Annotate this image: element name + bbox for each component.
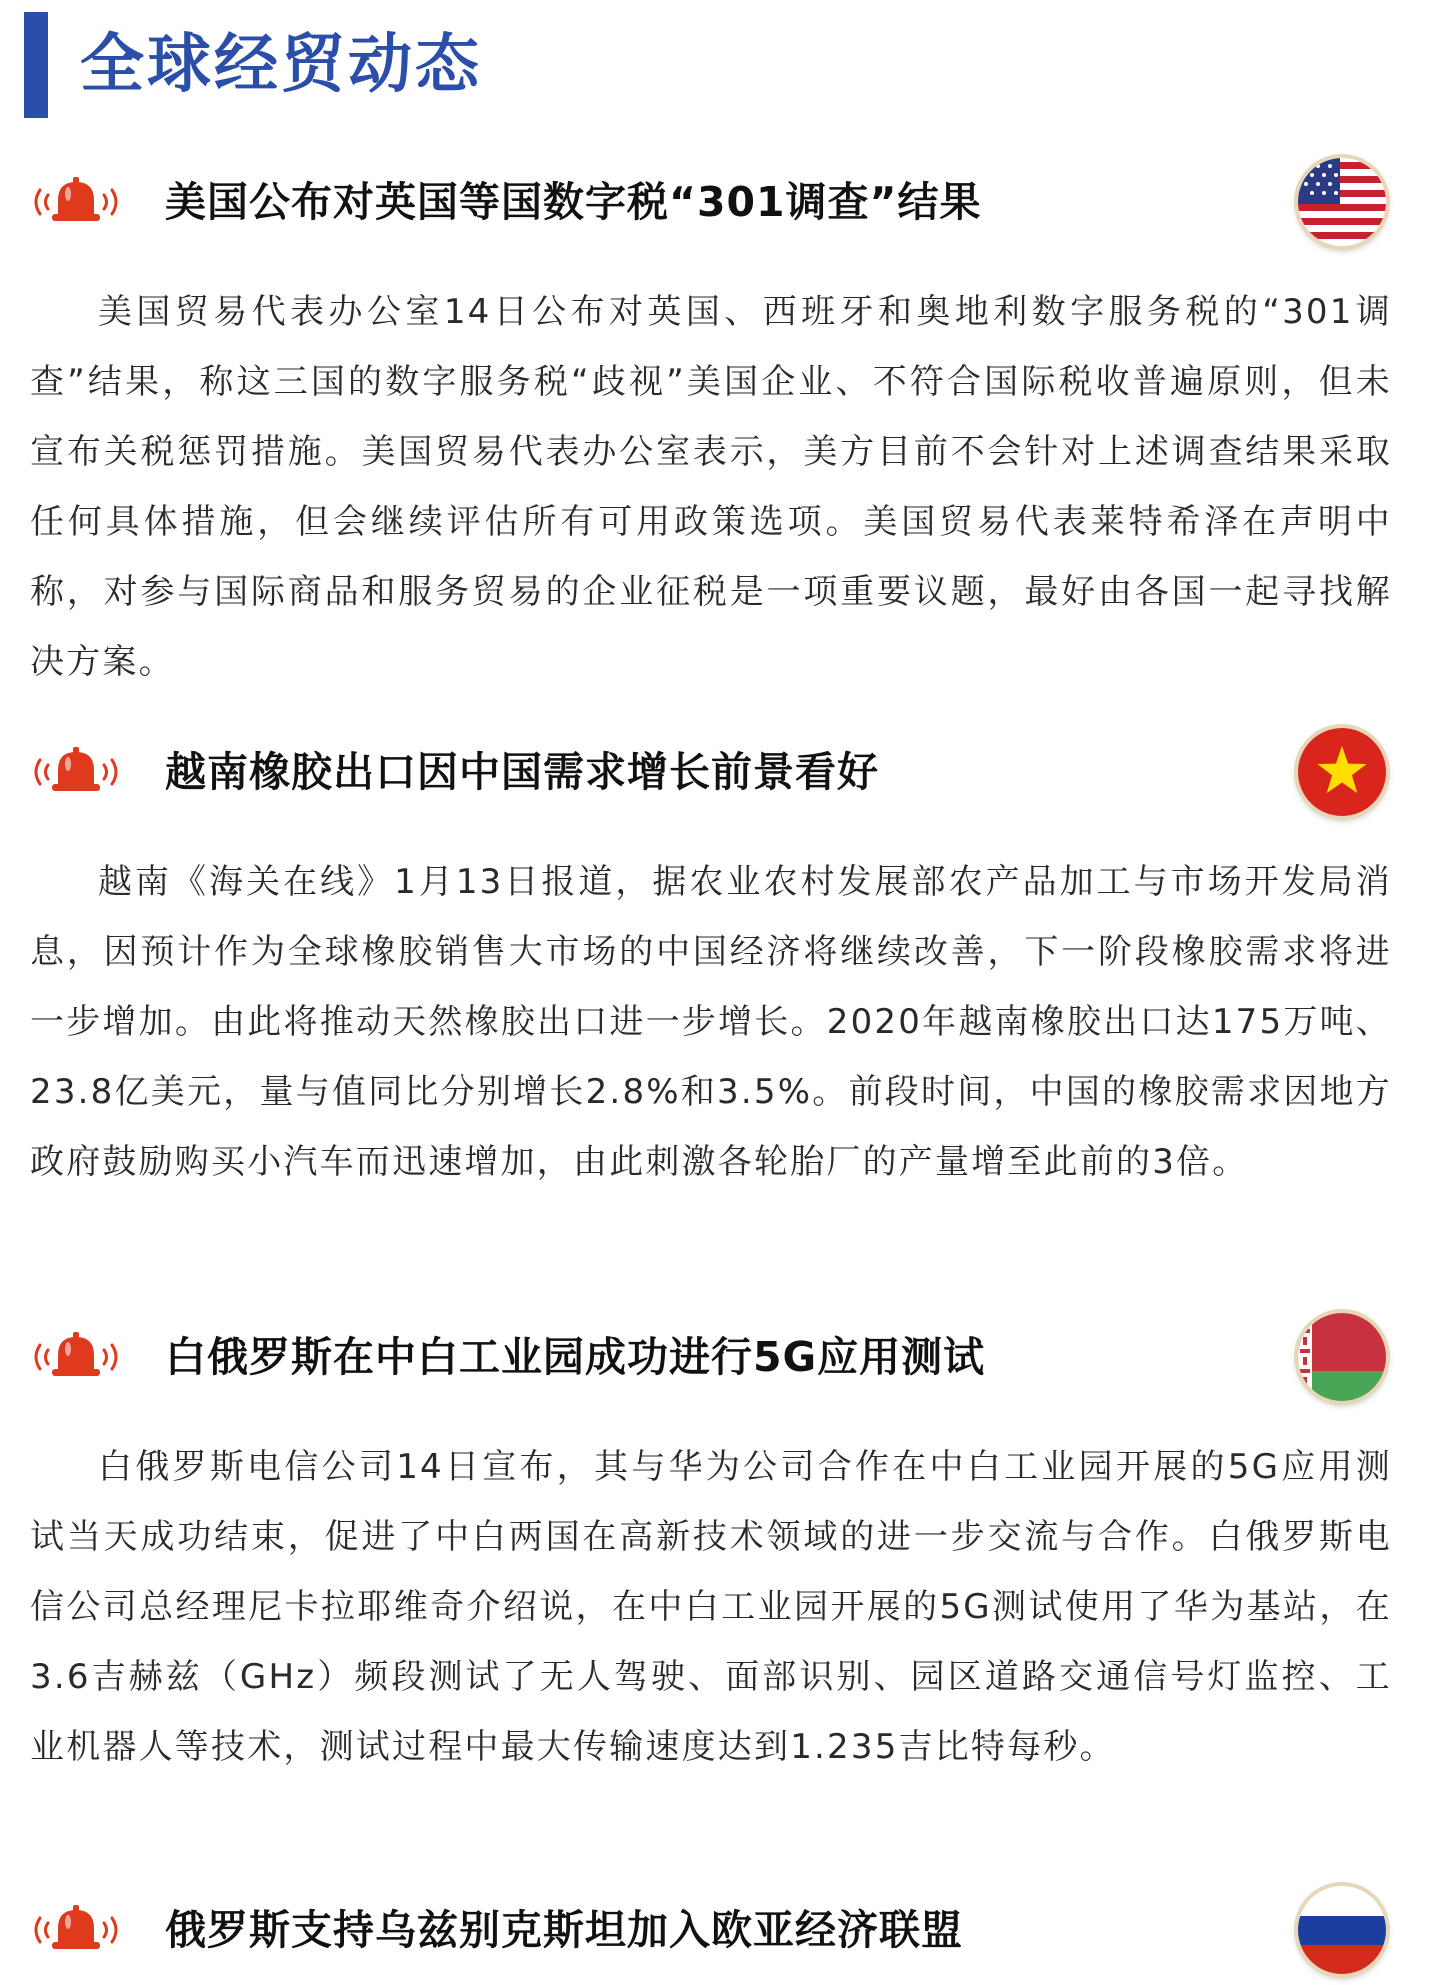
news-title: 美国公布对英国等国数字税“301调查”结果 [165,178,982,226]
news-body: 白俄罗斯电信公司14日宣布，其与华为公司合作在中白工业园开展的5G应用测试当天成功结束，促进了中白两国在高新技术领域的进一步交流与合作。白俄罗斯电信公司总经理尼卡拉耶维奇介绍说，在中白工业园开展的5G测试使用了华为基站，在3.6吉赫兹（GHz）频段测试了无人驾驶、面部识别、园区道路交通信号灯监控、工业机器人等技术，测试过程中最大传输速度达到1.235吉比特每秒。 [30,1447,1392,1767]
russia-flag-icon [1298,1886,1386,1974]
news-title: 越南橡胶出口因中国需求增长前景看好 [165,748,879,796]
news-body: 越南《海关在线》1月13日报道，据农业农村发展部农产品加工与市场开发局消息，因预计作为全球橡胶销售大市场的中国经济将继续改善，下一阶段橡胶需求将进一步增加。由此将推动天然橡胶出口进一步增长。2020年越南橡胶出口达175万吨、23.8亿美元，量与值同比分别增长2.8%和3.5%。前段时间，中国的橡胶需求因地方政府鼓励购买小汽车而迅速增加，由此刺激各轮胎厂的产量增至此前的3倍。 [30,862,1392,1182]
news-title: 俄罗斯支持乌兹别克斯坦加入欧亚经济联盟 [165,1906,963,1954]
news-body: 美国贸易代表办公室14日公布对英国、西班牙和奥地利数字服务税的“301调查”结果，称这三国的数字服务税“歧视”美国企业、不符合国际税收普遍原则，但未宣布关税惩罚措施。美国贸易代表办公室表示，美方目前不会针对上述调查结果采取任何具体措施，但会继续评估所有可用政策选项。美国贸易代表莱特希泽在声明中称，对参与国际商品和服务贸易的企业征税是一项重要议题，最好由各国一起寻找解决方案。 [30,292,1392,682]
news-title: 白俄罗斯在中白工业园成功进行5G应用测试 [165,1333,986,1381]
news-item-header [0,1307,1432,1407]
usa-flag-icon [1298,158,1386,246]
news-item-header [0,1880,1432,1980]
belarus-flag-icon [1298,1313,1386,1401]
section-title: 全球经贸动态 [80,28,482,102]
alarm-bell-icon [28,174,124,230]
section-header [24,12,482,118]
alarm-bell-icon [28,1329,124,1385]
alarm-bell-icon [28,744,124,800]
news-item-header [0,152,1432,252]
section-accent-bar [24,12,48,118]
vietnam-flag-icon [1298,728,1386,816]
alarm-bell-icon [28,1902,124,1958]
news-item-header [0,722,1432,822]
